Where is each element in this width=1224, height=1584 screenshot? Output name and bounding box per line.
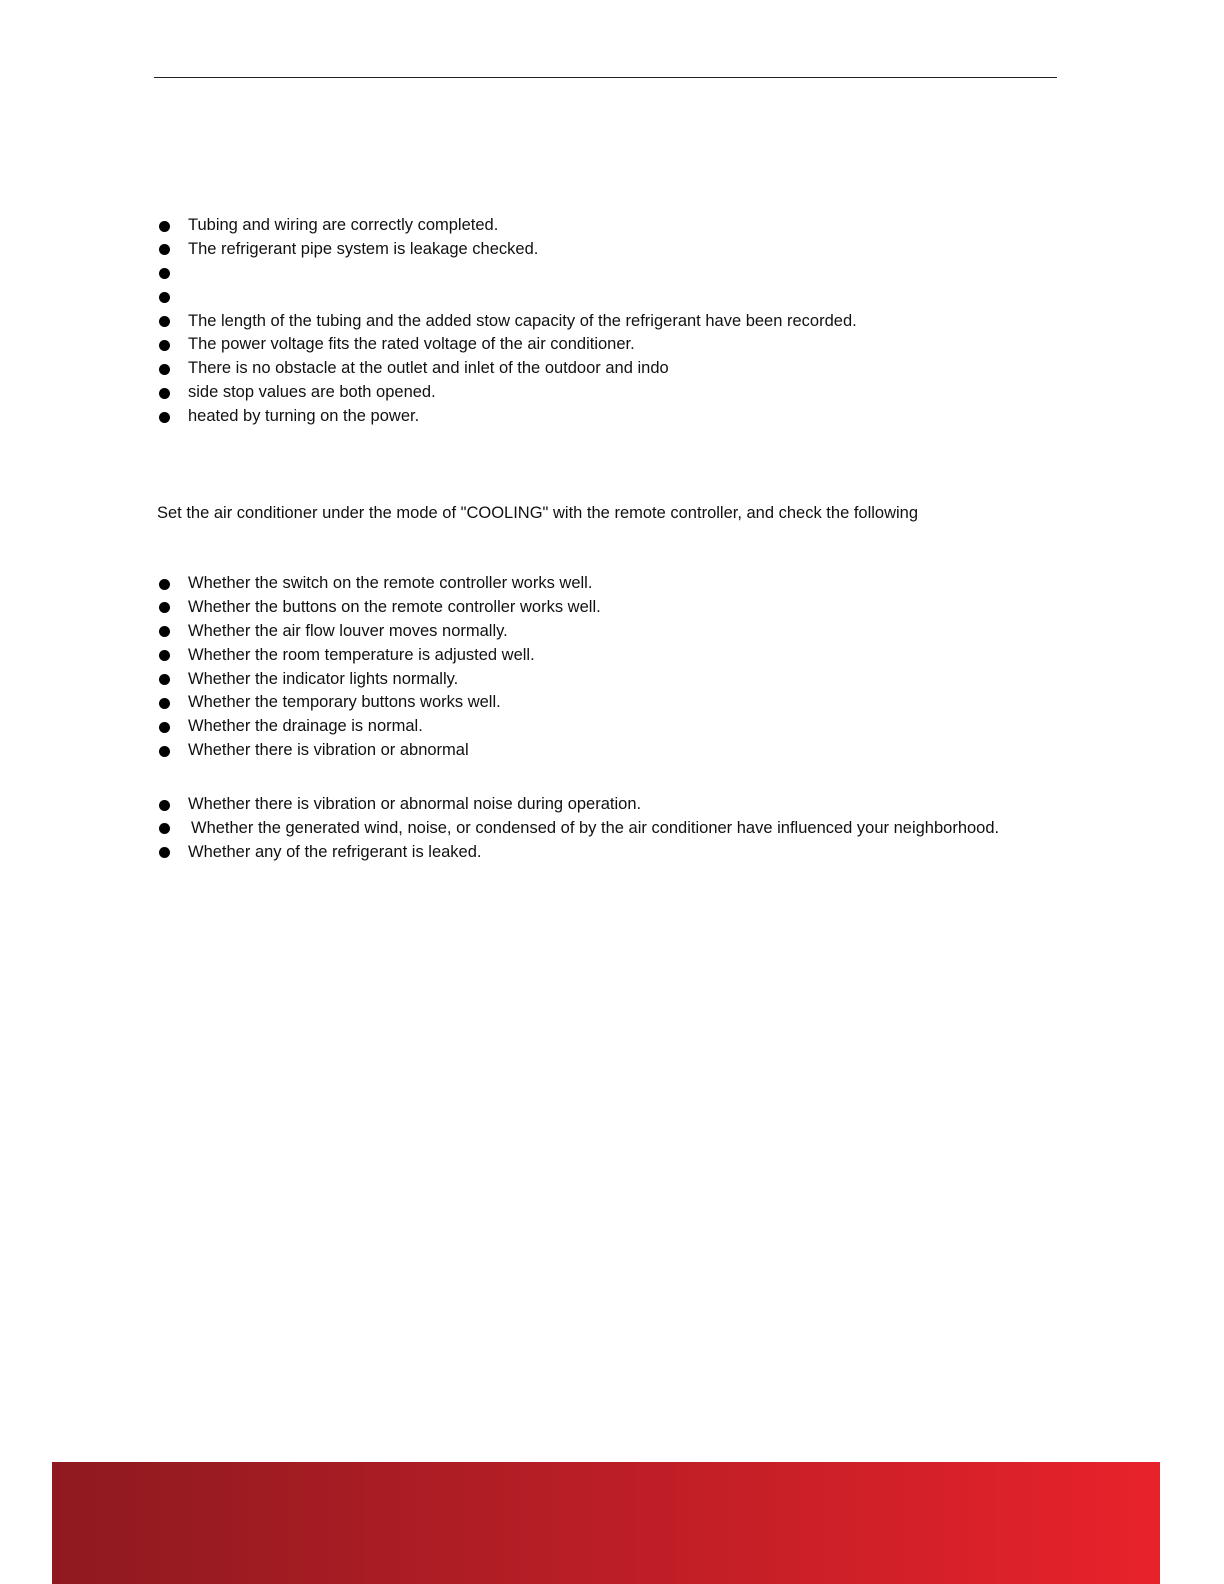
bullet-icon (159, 626, 170, 637)
list-item-text: heated by turning on the power. (188, 407, 420, 426)
list-item (156, 405, 857, 429)
list-item (156, 644, 601, 668)
list-item-text: Whether the room temperature is adjusted well. (188, 645, 535, 664)
bullet-icon (159, 364, 170, 375)
bullet-icon (159, 268, 170, 279)
list-item (156, 620, 601, 644)
list-item (156, 572, 601, 596)
list-item (156, 739, 601, 763)
list-item-text: Whether the temporary buttons works well. (188, 693, 501, 712)
list-item (156, 262, 857, 286)
bullet-icon (159, 602, 170, 613)
bullet-icon (159, 650, 170, 661)
bullet-icon (159, 823, 170, 834)
list-item-text: The length of the tubing and the added stow capacity of the refrigerant have been recorded. (188, 311, 857, 330)
list-item (156, 286, 857, 310)
list-item (156, 357, 857, 381)
list-item (156, 691, 601, 715)
bullet-icon (159, 340, 170, 351)
bullet-icon (159, 316, 170, 327)
list-item (156, 841, 1057, 865)
bullet-icon (159, 698, 170, 709)
header-rule (154, 77, 1057, 78)
list-item (156, 793, 1057, 817)
bullet-icon (159, 746, 170, 757)
bullet-icon (159, 412, 170, 423)
list-item-text: Whether the indicator lights normally. (188, 669, 459, 688)
list-item (156, 333, 857, 357)
bullet-icon (159, 244, 170, 255)
list-item (156, 381, 857, 405)
list-item (156, 214, 857, 238)
bullet-icon (159, 388, 170, 399)
list-item (156, 668, 601, 692)
list-item-text: The refrigerant pipe system is leakage checked. (188, 239, 539, 258)
list-item-text: Whether the drainage is normal. (188, 717, 423, 736)
list-item-text: Whether the buttons on the remote controller works well. (188, 597, 601, 616)
list-item-text: Whether there is vibration or abnormal (188, 741, 469, 760)
bullet-icon (159, 579, 170, 590)
list-item-text: Whether the generated wind, noise, or condensed of by the air conditioner have influenced your neighborhood. (191, 818, 1000, 837)
bullet-icon (159, 722, 170, 733)
bullet-icon (159, 292, 170, 303)
cooling-intro-text: Set the air conditioner under the mode of "COOLING" with the remote controller, and check the following (157, 504, 919, 522)
indoor-checklist (156, 572, 601, 763)
list-item-text: Whether the switch on the remote controller works well. (188, 574, 593, 592)
outdoor-checklist (156, 793, 1057, 865)
list-item (156, 715, 601, 739)
list-item-text: Whether the air flow louver moves normally. (188, 621, 508, 640)
list-item-text: Whether any of the refrigerant is leaked. (188, 842, 482, 861)
bullet-icon (159, 800, 170, 811)
list-item-text: There is no obstacle at the outlet and inlet of the outdoor and indo (188, 359, 669, 378)
list-item-text: side stop values are both opened. (188, 383, 436, 402)
list-item (156, 238, 857, 262)
list-item (156, 310, 857, 334)
bullet-icon (159, 847, 170, 858)
list-item-text: The power voltage fits the rated voltage of the air conditioner. (188, 335, 635, 354)
pre-checklist (156, 214, 857, 429)
list-item (156, 817, 1057, 841)
list-item-text: Tubing and wiring are correctly completed. (188, 216, 499, 234)
list-item (156, 596, 601, 620)
bullet-icon (159, 221, 170, 232)
footer-band (52, 1462, 1160, 1584)
bullet-icon (159, 674, 170, 685)
list-item-text: Whether there is vibration or abnormal noise during operation. (188, 795, 642, 813)
